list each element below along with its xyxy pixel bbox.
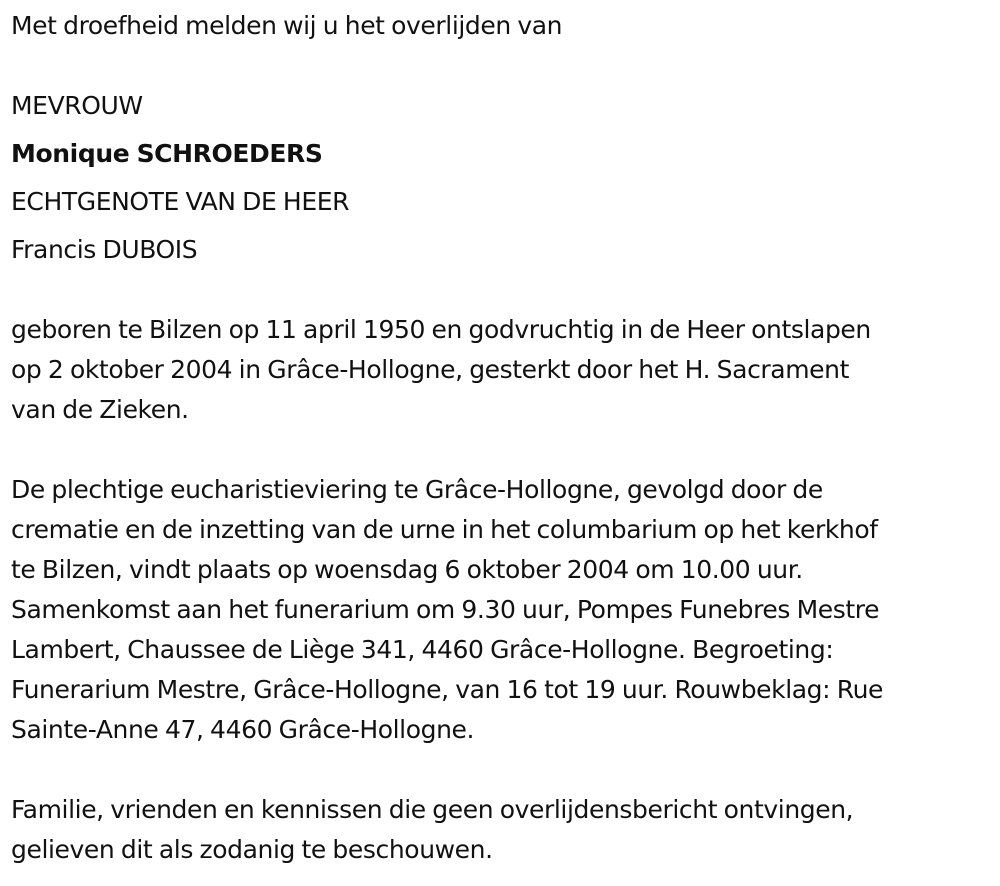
paragraph-line: geboren te Bilzen op 11 april 1950 en godvruchtig in de Heer ontslapen [11, 315, 871, 344]
paragraph-line: Samenkomst aan het funerarium om 9.30 uur, Pompes Funebres Mestre [11, 595, 880, 624]
spouse-name: Francis DUBOIS [11, 235, 198, 264]
paragraph-line: te Bilzen, vindt plaats op woensdag 6 oktober 2004 om 10.00 uur. [11, 555, 803, 584]
deceased-title: MEVROUW [11, 91, 143, 120]
ceremony-paragraph [11, 470, 883, 750]
paragraph-line: De plechtige eucharistieviering te Grâce-Hollogne, gevolgd door de [11, 475, 823, 504]
paragraph-line: gelieven dit als zodanig te beschouwen. [11, 835, 493, 864]
birth-death-paragraph [11, 310, 871, 430]
paragraph-line: Lambert, Chaussee de Liège 341, 4460 Grâce-Hollogne. Begroeting: [11, 635, 834, 664]
paragraph-line: Familie, vrienden en kennissen die geen overlijdensbericht ontvingen, [11, 795, 854, 824]
paragraph-line: crematie en de inzetting van de urne in het columbarium op het kerkhof [11, 515, 878, 544]
paragraph-line: Sainte-Anne 47, 4460 Grâce-Hollogne. [11, 715, 475, 744]
paragraph-line: Funerarium Mestre, Grâce-Hollogne, van 16 tot 19 uur. Rouwbeklag: Rue [11, 675, 883, 704]
closing-paragraph [11, 790, 853, 870]
spouse-title: ECHTGENOTE VAN DE HEER [11, 187, 350, 216]
paragraph-line: op 2 oktober 2004 in Grâce-Hollogne, gesterkt door het H. Sacrament [11, 355, 849, 384]
deceased-name: Monique SCHROEDERS [11, 139, 323, 168]
paragraph-line: van de Zieken. [11, 395, 189, 424]
intro-line: Met droefheid melden wij u het overlijden van [11, 11, 563, 40]
